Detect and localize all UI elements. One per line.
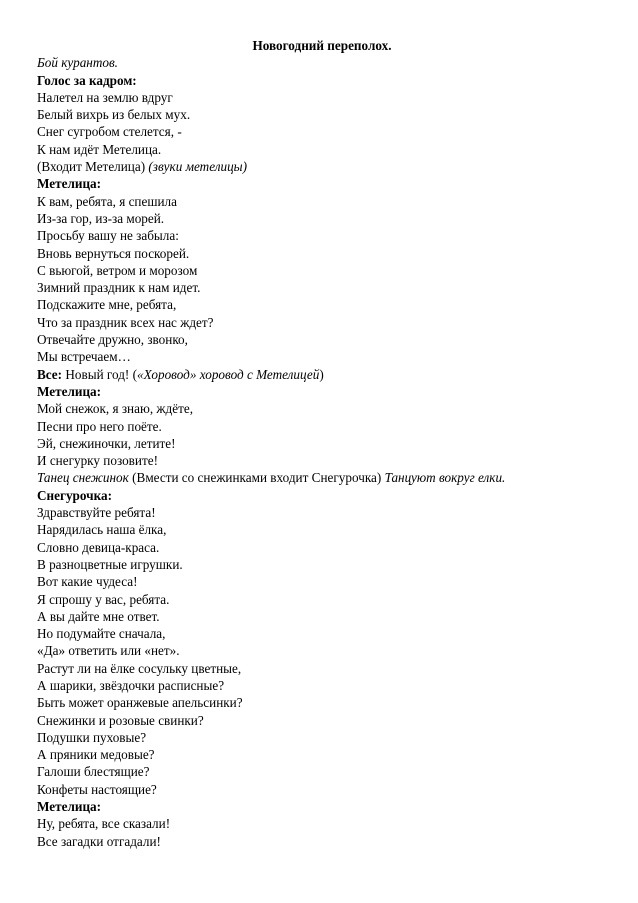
script-line [37,54,607,71]
script-line [37,833,607,850]
script-line [37,106,607,123]
script-line [37,763,607,780]
line-text: ) [319,366,324,382]
line-text: Из-за гор, из-за морей. [37,210,165,226]
line-text: Песни про него поёте. [37,418,162,434]
line-text: Вот какие чудеса! [37,574,138,590]
line-text: Снежинки и розовые свинки? [37,712,204,728]
script-line [37,72,607,89]
line-text: С вьюгой, ветром и морозом [37,262,198,278]
script-line [37,210,607,227]
line-text: Налетел на землю вдруг [37,89,173,105]
script-line [37,227,607,244]
script-line [37,608,607,625]
speaker-label: Метелица: [37,176,102,192]
script-line [37,158,607,175]
script-line [37,366,607,383]
script-line [37,625,607,642]
line-text: И снегурку позовите! [37,453,158,469]
line-text: К нам идёт Метелица. [37,141,162,157]
line-text: Все загадки отгадали! [37,833,161,849]
line-text: Словно девица-краса. [37,539,160,555]
script-line [37,262,607,279]
line-text: (Входит Метелица) [37,159,149,175]
script-line [37,175,607,192]
script-line [37,348,607,365]
script-line [37,504,607,521]
script-line [37,677,607,694]
line-text: Нарядилась наша ёлка, [37,522,167,538]
stage-direction: «Хоровод» хоровод с Метелицей [137,366,320,382]
stage-direction: Бой курантов. [37,55,118,71]
script-line [37,435,607,452]
line-text: Отвечайте дружно, звонко, [37,332,188,348]
line-text: Вновь вернуться поскорей. [37,245,190,261]
speaker-label: Метелица: [37,799,102,815]
script-line [37,556,607,573]
script-line [37,418,607,435]
script-line [37,694,607,711]
script-line [37,400,607,417]
script-line [37,296,607,313]
line-text: Я спрошу у вас, ребята. [37,591,170,607]
line-text: Белый вихрь из белых мух. [37,107,191,123]
document-body [37,54,607,850]
line-text: Мы встречаем… [37,349,131,365]
script-line [37,642,607,659]
line-text: (Вмести со снежинками входит Снегурочка) [128,470,385,486]
script-line [37,539,607,556]
script-line [37,452,607,469]
line-text: А шарики, звёздочки расписные? [37,677,225,693]
line-text: Эй, снежиночки, летите! [37,435,176,451]
line-text: Мой снежок, я знаю, ждёте, [37,401,194,417]
line-text: В разноцветные игрушки. [37,556,183,572]
speaker-label: Метелица: [37,383,102,399]
document-page [37,37,607,850]
line-text: «Да» ответить или «нет». [37,643,180,659]
speaker-label: Голос за кадром: [37,72,137,88]
script-line [37,591,607,608]
line-text: Новый год! ( [62,366,138,382]
document-title: Новогодний переполох. [252,38,392,53]
line-text: К вам, ребята, я спешила [37,193,177,209]
line-text: А пряники медовые? [37,747,155,763]
line-text: Ну, ребята, все сказали! [37,816,171,832]
line-text: Здравствуйте ребята! [37,505,156,521]
line-text: Растут ли на ёлке сосульку цветные, [37,660,242,676]
script-line [37,245,607,262]
stage-direction: (звуки метелицы) [148,159,247,175]
line-text: А вы дайте мне ответ. [37,608,160,624]
script-line [37,279,607,296]
line-text: Подскажите мне, ребята, [37,297,177,313]
script-line [37,815,607,832]
stage-direction: Танец снежинок [37,470,129,486]
script-line [37,193,607,210]
script-line [37,123,607,140]
script-line [37,781,607,798]
line-text: Просьбу вашу не забыла: [37,228,179,244]
line-text: Быть может оранжевые апельсинки? [37,695,243,711]
line-text: Зимний праздник к нам идет. [37,280,201,296]
script-line [37,712,607,729]
line-text: Галоши блестящие? [37,764,150,780]
line-text: Но подумайте сначала, [37,626,166,642]
script-line [37,798,607,815]
line-text: Конфеты настоящие? [37,781,157,797]
script-line [37,487,607,504]
speaker-label: Все: [37,366,63,382]
speaker-label: Снегурочка: [37,487,112,503]
line-text: Подушки пуховые? [37,729,147,745]
line-text: Что за праздник всех нас ждет? [37,314,214,330]
script-line [37,729,607,746]
script-line [37,331,607,348]
script-line [37,89,607,106]
script-line [37,383,607,400]
line-text: Снег сугробом стелется, - [37,124,182,140]
stage-direction: Танцуют вокруг елки. [384,470,506,486]
script-line [37,521,607,538]
script-line [37,141,607,158]
script-line [37,660,607,677]
script-line [37,469,607,486]
script-line [37,746,607,763]
script-line [37,314,607,331]
script-line [37,573,607,590]
